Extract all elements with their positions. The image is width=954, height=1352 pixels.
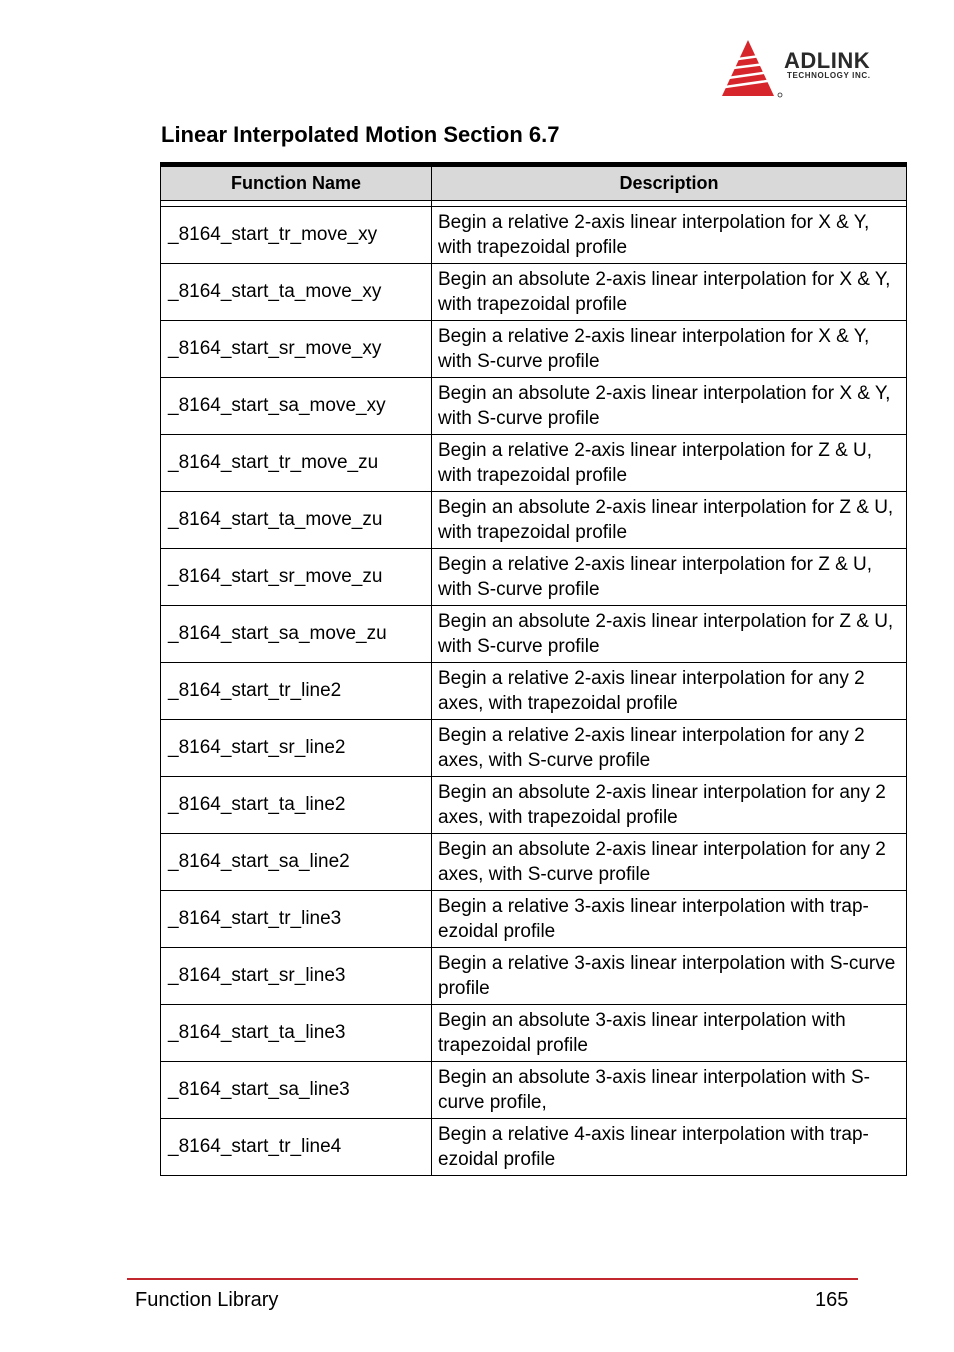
table-row [160,720,907,777]
function-name-cell: _8164_start_tr_move_zu [161,435,432,491]
function-name-cell: _8164_start_sr_move_xy [161,321,432,377]
function-table [160,162,907,1176]
table-row [160,549,907,606]
table-row [160,207,907,264]
table-row [160,264,907,321]
header-function-name: Function Name [161,167,432,200]
description-cell: Begin an absolute 2-axis linear interpolation for Z & U, with S-curve profile [438,611,894,657]
description-cell: Begin a relative 2-axis linear interpolation for Z & U, with trapezoidal profile [438,440,873,486]
function-name-cell: _8164_start_sr_move_zu [161,549,432,605]
function-name-cell: _8164_start_ta_move_xy [161,264,432,320]
description-cell: Begin a relative 2-axis linear interpolation for X & Y, with S-curve profile [438,326,870,372]
function-name-cell: _8164_start_tr_move_xy [161,207,432,263]
table-row [160,1119,907,1176]
description-cell: Begin a relative 3-axis linear interpolation with S-curve profile [438,953,896,999]
table-row [160,1062,907,1119]
table-row [160,492,907,549]
table-row [160,663,907,720]
logo-subtitle: TECHNOLOGY INC. [787,71,871,80]
table-row [160,891,907,948]
footer-chapter: Function Library [135,1289,279,1311]
footer-rule [127,1278,858,1280]
description-cell: Begin a relative 4-axis linear interpolation with trap-ezoidal profile [438,1124,869,1170]
function-name-cell: _8164_start_sa_line2 [161,834,432,890]
function-name-cell: _8164_start_tr_line3 [161,891,432,947]
table-row [160,1005,907,1062]
description-cell: Begin an absolute 3-axis linear interpolation with S-curve profile, [438,1067,870,1113]
table-header-row [160,167,907,201]
table-row [160,321,907,378]
description-cell: Begin an absolute 2-axis linear interpolation for any 2 axes, with trapezoidal profile [438,782,886,828]
adlink-triangle-icon [722,38,784,100]
description-cell: Begin a relative 3-axis linear interpolation with trap-ezoidal profile [438,896,869,942]
description-cell: Begin a relative 2-axis linear interpolation for any 2 axes, with trapezoidal profile [438,668,865,714]
adlink-logo [722,38,912,100]
table-row [160,378,907,435]
table-row [160,435,907,492]
function-name-cell: _8164_start_tr_line4 [161,1119,432,1175]
logo-wordmark: ADLINK [784,48,871,73]
table-row [160,606,907,663]
description-cell: Begin an absolute 2-axis linear interpolation for X & Y, with S-curve profile [438,383,891,429]
description-cell: Begin an absolute 3-axis linear interpolation with trapezoidal profile [438,1010,846,1056]
function-name-cell: _8164_start_sa_line3 [161,1062,432,1118]
function-name-cell: _8164_start_ta_move_zu [161,492,432,548]
function-name-cell: _8164_start_sr_line2 [161,720,432,776]
table-row [160,948,907,1005]
function-name-cell: _8164_start_sa_move_zu [161,606,432,662]
function-name-cell: _8164_start_ta_line3 [161,1005,432,1061]
section-title: Linear Interpolated Motion Section 6.7 [161,122,560,147]
description-cell: Begin an absolute 2-axis linear interpolation for X & Y, with trapezoidal profile [438,269,891,315]
description-cell: Begin an absolute 2-axis linear interpolation for any 2 axes, with S-curve profile [438,839,886,885]
description-cell: Begin a relative 2-axis linear interpolation for any 2 axes, with S-curve profile [438,725,865,771]
header-description: Description [619,173,719,193]
page-number: 165 [815,1289,849,1311]
table-row [160,834,907,891]
description-cell: Begin a relative 2-axis linear interpolation for X & Y, with trapezoidal profile [438,212,870,258]
table-body [160,207,907,1176]
function-name-cell: _8164_start_sa_move_xy [161,378,432,434]
function-name-cell: _8164_start_tr_line2 [161,663,432,719]
description-cell: Begin an absolute 2-axis linear interpolation for Z & U, with trapezoidal profile [438,497,894,543]
table-row [160,777,907,834]
description-cell: Begin a relative 2-axis linear interpolation for Z & U, with S-curve profile [438,554,873,600]
function-name-cell: _8164_start_sr_line3 [161,948,432,1004]
function-name-cell: _8164_start_ta_line2 [161,777,432,833]
